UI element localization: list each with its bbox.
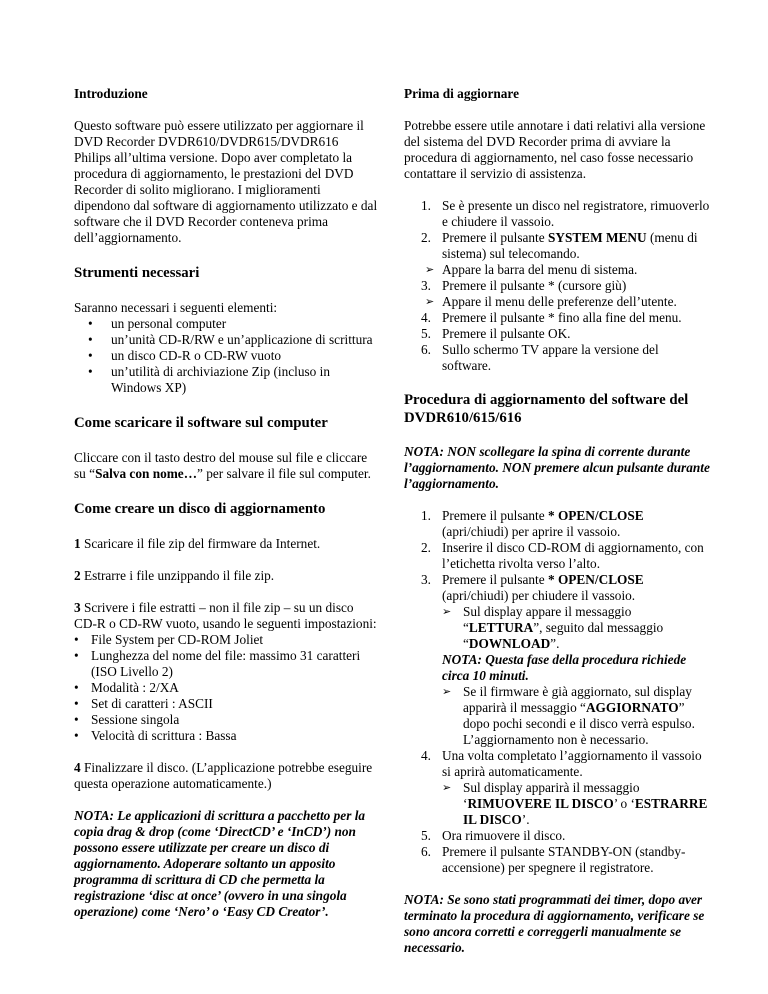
sub-step <box>442 780 710 828</box>
before-heading: Prima di aggiornare <box>404 86 519 101</box>
bullet-icon: • <box>88 348 93 363</box>
step-text: Scaricare il file zip del firmware da Internet. <box>80 536 321 551</box>
bullet-icon: • <box>74 648 79 663</box>
list-item <box>404 828 710 844</box>
step-number: 1. <box>421 508 431 523</box>
left-column <box>74 86 378 920</box>
list-item <box>404 844 710 876</box>
tools-heading: Strumenti necessari <box>74 265 200 281</box>
step-text: Premere il pulsante <box>442 572 548 587</box>
list-item-text: un personal computer <box>111 316 227 331</box>
step-text: Sullo schermo TV appare la versione del software. <box>442 342 659 373</box>
step-text: (apri/chiudi) per aprire il vassoio. <box>442 524 621 539</box>
sub-step-text: Appare il menu delle preferenze dell’utente. <box>442 294 677 309</box>
settings-list <box>74 632 378 744</box>
step-number: 2 <box>74 568 81 583</box>
step-number: 3. <box>421 278 431 293</box>
download-message: DOWNLOAD <box>468 636 551 651</box>
list-item <box>88 316 378 332</box>
save-as-label: Salva con nome… <box>95 466 198 481</box>
sub-step-text: ” dopo pochi secondi e il disco verrà espulso. L’aggiornamento non è necessario. <box>463 700 695 747</box>
sub-step-text: Sul display appare il messaggio “ <box>463 604 632 635</box>
intro-heading: Introduzione <box>74 86 148 101</box>
sub-step-text: ”, seguito dal messaggio “ <box>463 620 664 651</box>
list-item-text: un’utilità di archiviazione Zip (incluso in Windows XP) <box>111 364 330 395</box>
eject-disc-message: ESTRARRE IL DISCO <box>463 796 708 827</box>
step-number: 6. <box>421 844 431 859</box>
list-item <box>404 278 710 310</box>
list-item-text: Lunghezza del nome del file: massimo 31 caratteri (ISO Livello 2) <box>91 648 361 679</box>
procedure-steps <box>404 508 710 876</box>
step-text: Scrivere i file estratti – non il file zip – su un disco CD-R o CD-RW vuoto, usando le seguenti impostazioni: <box>74 600 377 631</box>
step-number: 1. <box>421 198 431 213</box>
open-close-label: * OPEN/CLOSE <box>547 508 644 523</box>
bullet-icon: • <box>88 364 93 379</box>
procedure-note: NOTA: NON scollegare la spina di corrente durante l’aggiornamento. NON premere alcun pulsante durante l’aggiornamento. <box>404 444 710 491</box>
step-number: 1 <box>74 536 81 551</box>
list-item <box>74 728 378 744</box>
list-item-text: Sessione singola <box>91 712 180 727</box>
list-item <box>404 326 710 342</box>
list-item <box>404 540 710 572</box>
sub-step <box>442 684 710 748</box>
step-number: 3 <box>74 600 81 615</box>
arrow-bullet-icon: ➢ <box>442 781 452 794</box>
timer-note: NOTA: Se sono stati programmati dei timer, dopo aver terminato la procedura di aggiornamento, verificare se sono ancora corretti e correggerli manualmente se necessario. <box>404 892 705 955</box>
step-number: 3. <box>421 572 431 587</box>
step-text: Premere il pulsante <box>442 230 548 245</box>
download-heading: Come scaricare il software sul computer <box>74 415 328 431</box>
sub-step-text: Appare la barra del menu di sistema. <box>442 262 638 277</box>
step-number: 2. <box>421 540 431 555</box>
before-steps <box>404 198 710 374</box>
list-item <box>88 364 378 396</box>
step-text: Premere il pulsante * fino alla fine del menu. <box>442 310 682 325</box>
sub-step <box>404 294 710 310</box>
download-paragraph <box>74 450 378 482</box>
bullet-icon: • <box>74 712 79 727</box>
arrow-bullet-icon: ➢ <box>442 605 452 618</box>
step-text: (apri/chiudi) per chiudere il vassoio. <box>442 588 636 603</box>
step-note: NOTA: Questa fase della procedura richiede circa 10 minuti. <box>442 652 687 683</box>
step-text: Finalizzare il disco. (L’applicazione potrebbe eseguire questa operazione automaticamente.) <box>74 760 373 791</box>
list-item <box>404 508 710 540</box>
list-item-text: Modalità : 2/XA <box>91 680 179 695</box>
step-text: (menu di sistema) sul telecomando. <box>442 230 698 261</box>
step-text: Premere il pulsante * (cursore giù) <box>442 278 627 293</box>
before-paragraph: Potrebbe essere utile annotare i dati relativi alla versione del sistema del DVD Recorder prima di avviare la procedura di aggiornamento, nel caso fosse necessario contattare il servizio di assistenza. <box>404 118 706 181</box>
step-number: 4. <box>421 748 431 763</box>
step-text: Premere il pulsante <box>442 508 548 523</box>
right-column <box>404 86 710 956</box>
step-number: 4. <box>421 310 431 325</box>
sub-step-text: ”. <box>550 636 560 651</box>
list-item <box>404 572 710 748</box>
step-number: 5. <box>421 326 431 341</box>
arrow-bullet-icon: ➢ <box>442 685 452 698</box>
download-text: Cliccare con il tasto destro del mouse sul file e cliccare su “ <box>74 450 368 481</box>
sub-step-text: ’ o ‘ <box>613 796 635 811</box>
system-menu-label: SYSTEM MENU <box>547 230 647 245</box>
step-number: 2. <box>421 230 431 245</box>
list-item-text: un disco CD-R o CD-RW vuoto <box>111 348 282 363</box>
bullet-icon: • <box>74 680 79 695</box>
sub-step-text: Se il firmware è già aggiornato, sul display apparirà il messaggio “ <box>463 684 692 715</box>
sub-step <box>404 262 710 278</box>
step-text: Ora rimuovere il disco. <box>442 828 566 843</box>
intro-paragraph: Questo software può essere utilizzato per aggiornare il DVD Recorder DVDR610/DVDR615/DVDR616 Philips all’ultima versione. Dopo aver completato la procedura di aggiornamento, le prestazioni del DVD Recorder di solito migliorano. I miglioramenti dipendono dal software di aggiornamento utilizzato e dal software che il DVD Recorder conteneva prima dell’aggiornamento. <box>74 118 378 245</box>
list-item-text: Set di caratteri : ASCII <box>91 696 213 711</box>
tools-list <box>88 316 378 396</box>
procedure-heading: Procedura di aggiornamento del software del DVDR610/615/616 <box>404 392 689 426</box>
step-text: Premere il pulsante OK. <box>442 326 571 341</box>
bullet-icon: • <box>88 316 93 331</box>
create-step-2 <box>74 568 378 584</box>
tools-intro: Saranno necessari i seguenti elementi: <box>74 300 278 315</box>
step-text: Premere il pulsante STANDBY-ON (standby-accensione) per spegnere il registratore. <box>442 844 686 875</box>
download-text: ” per salvare il file sul computer. <box>197 466 371 481</box>
step-text: Una volta completato l’aggiornamento il vassoio si aprirà automaticamente. <box>442 748 702 779</box>
step-text: Estrarre i file unzippando il file zip. <box>80 568 275 583</box>
step-number: 5. <box>421 828 431 843</box>
step-text: Inserire il disco CD-ROM di aggiornamento, con l’etichetta rivolta verso l’alto. <box>442 540 704 571</box>
create-step-3 <box>74 600 378 632</box>
list-item-text: Velocità di scrittura : Bassa <box>91 728 237 743</box>
list-item-text: un’unità CD-R/RW e un’applicazione di scrittura <box>111 332 373 347</box>
list-item <box>404 342 710 374</box>
list-item <box>74 648 378 680</box>
list-item <box>74 712 378 728</box>
list-item <box>404 748 710 828</box>
create-step-4 <box>74 760 378 792</box>
list-item <box>88 332 378 348</box>
sub-step-text: ’. <box>521 812 530 827</box>
list-item <box>74 696 378 712</box>
list-item <box>404 230 710 278</box>
list-item <box>74 680 378 696</box>
list-item <box>404 198 710 230</box>
step-text: Se è presente un disco nel registratore, rimuoverlo e chiudere il vassoio. <box>442 198 710 229</box>
list-item <box>404 310 710 326</box>
remove-disc-message: RIMUOVERE IL DISCO <box>467 796 614 811</box>
arrow-bullet-icon: ➢ <box>425 295 435 308</box>
list-item <box>74 632 378 648</box>
create-note: NOTA: Le applicazioni di scrittura a pacchetto per la copia drag & drop (come ‘DirectCD’ e ‘InCD’) non possono essere utilizzate per creare un disco di aggiornamento. Adoperare soltanto un apposito programma di scrittura di CD che permetta la registrazione ‘disc at once’ (ovvero in una singola operazione) come ‘Nero’ o ‘Easy CD Creator’. <box>74 808 366 919</box>
list-item <box>88 348 378 364</box>
step-number: 4 <box>74 760 81 775</box>
arrow-bullet-icon: ➢ <box>425 263 435 276</box>
step-number: 6. <box>421 342 431 357</box>
create-disc-heading: Come creare un disco di aggiornamento <box>74 501 326 517</box>
lettura-message: LETTURA <box>468 620 534 635</box>
bullet-icon: • <box>88 332 93 347</box>
open-close-label: * OPEN/CLOSE <box>547 572 644 587</box>
bullet-icon: • <box>74 632 79 647</box>
sub-step-text: Sul display apparirà il messaggio ‘ <box>463 780 640 811</box>
create-step-1 <box>74 536 378 552</box>
bullet-icon: • <box>74 696 79 711</box>
list-item-text: File System per CD-ROM Joliet <box>91 632 264 647</box>
bullet-icon: • <box>74 728 79 743</box>
sub-step <box>442 604 710 652</box>
aggiornato-message: AGGIORNATO <box>585 700 679 715</box>
